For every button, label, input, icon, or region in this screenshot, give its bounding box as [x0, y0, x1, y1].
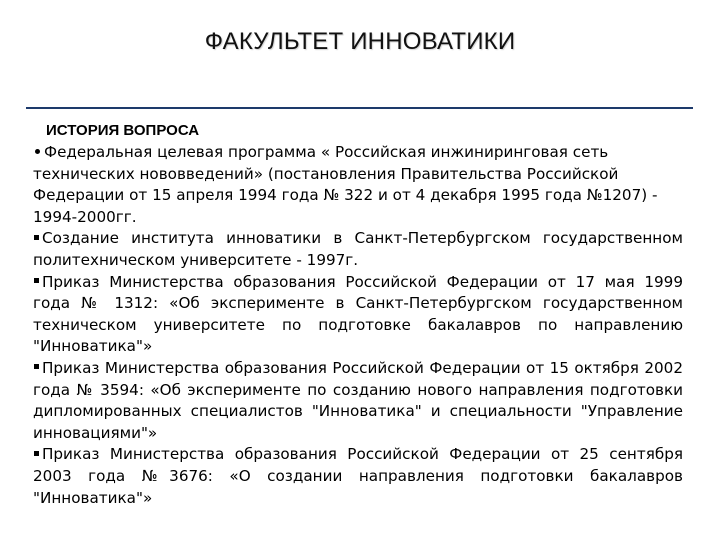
list-item-text: Создание института инноватики в Санкт-Петербургском государственном политехническом университете - 1997г. [33, 229, 683, 269]
list-item-text: Федеральная целевая программа « Российская инжиниринговая сеть технических нововведений» (постановления Правительства Российской Федерации от 15 апреля 1994 года № 322 и от 4 декабря 1995 года №1207) - 1994-2000гг. [33, 143, 658, 226]
list-item [33, 444, 683, 509]
section-heading: ИСТОРИЯ ВОПРОСА [46, 122, 200, 139]
square-bullet-icon [34, 451, 39, 456]
list-item-text: Приказ Министерства образования Российской Федерации от 17 мая 1999 года № 1312: «Об эксперименте в Санкт-Петербургском государственном техническом университете по подготовке бакалавров по направлению "Инноватика"» [33, 272, 683, 356]
square-bullet-icon [34, 235, 39, 240]
slide-body [33, 120, 683, 509]
list-item [33, 358, 683, 444]
list-item [33, 142, 683, 228]
list-item-text: Приказ Министерства образования Российской Федерации от 25 сентября 2003 года №3676: «О создании направления подготовки бакалавров "Инноватика"» [33, 445, 683, 507]
list-item [33, 228, 683, 271]
list-item [33, 272, 683, 358]
square-bullet-icon [34, 278, 39, 283]
title-divider [26, 107, 693, 109]
slide-title: ФАКУЛЬТЕТ ИННОВАТИКИ [204, 28, 516, 55]
list-item-text: Приказ Министерства образования Российской Федерации от 15 октября 2002 года № 3594: «Об эксперименте по созданию нового направления подготовки дипломированных специалистов "Инноватика" и специальности "Управление инновациями"» [33, 358, 683, 442]
square-bullet-icon [34, 364, 39, 369]
round-bullet-icon [35, 149, 40, 154]
